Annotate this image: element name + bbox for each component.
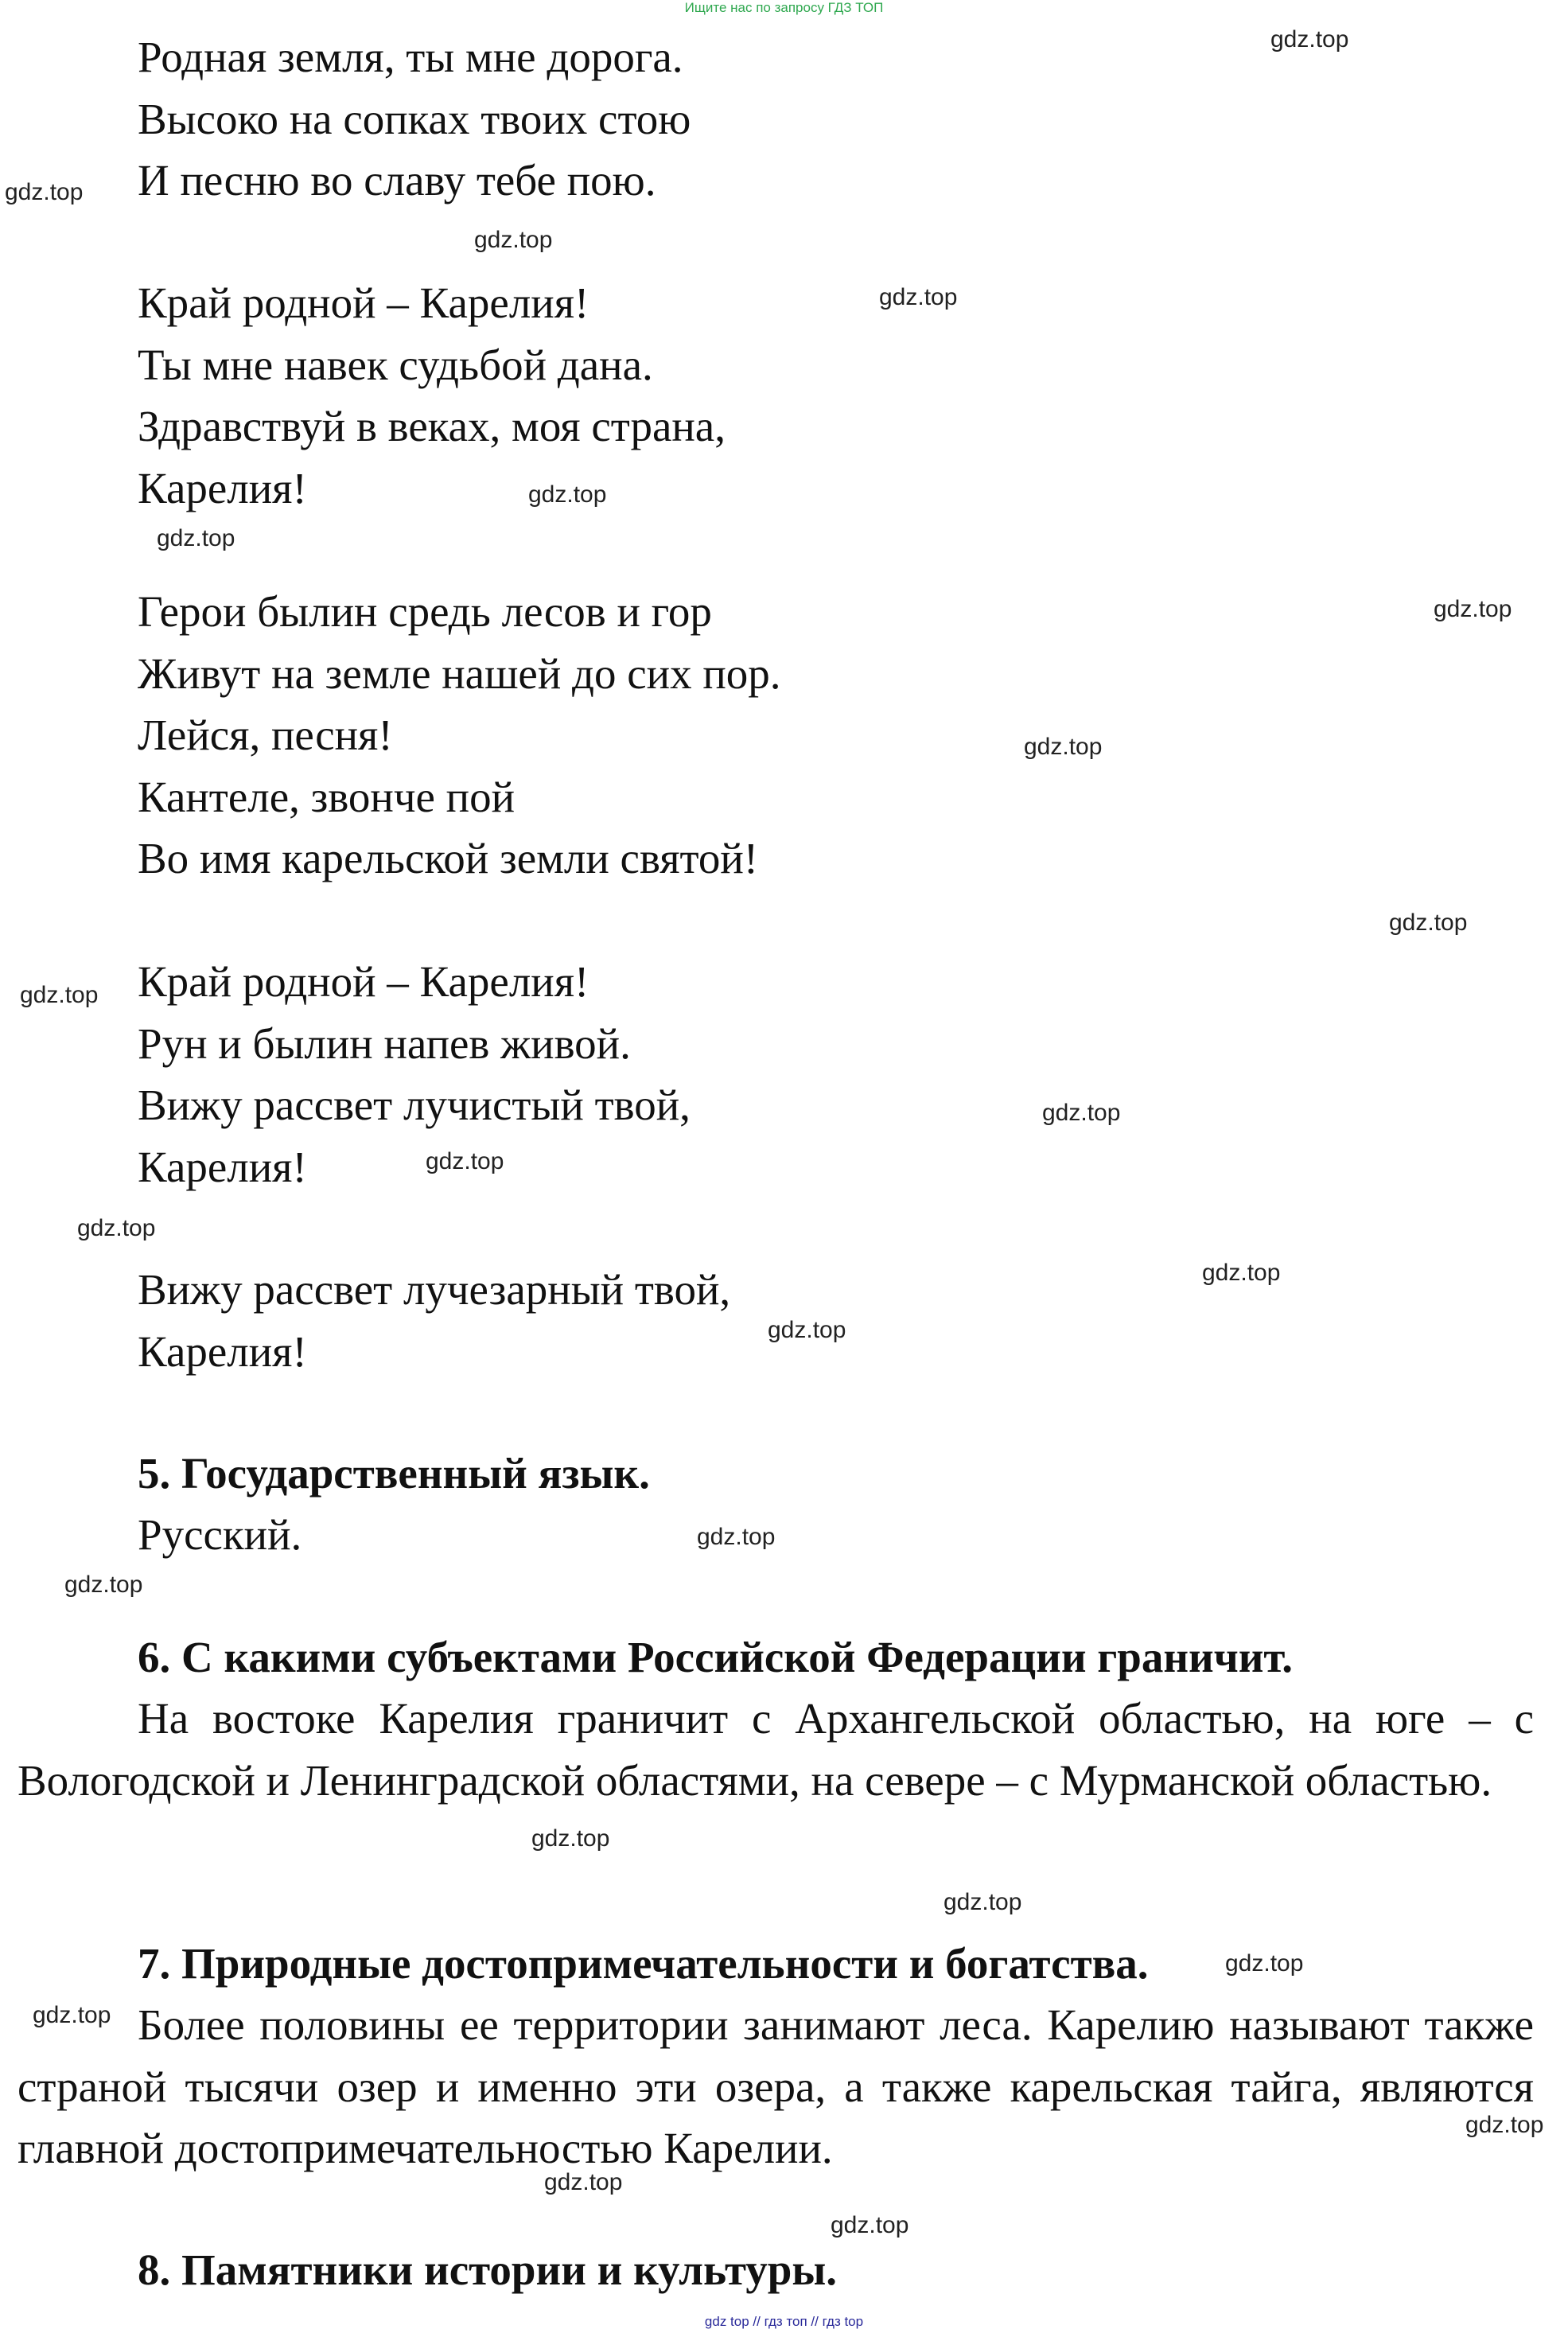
verse-line: Кантеле, звонче пой (138, 772, 516, 821)
verse-line: Край родной – Карелия! (138, 278, 589, 327)
verse-line: Вижу рассвет лучистый твой, (138, 1081, 691, 1129)
stanza-5 (138, 1259, 730, 1382)
section-6-text: На востоке Карелия граничит с Архангельской областью, на юге – с Вологодской и Ленинградской областями, на севере – с Мурманской областью. (18, 1694, 1534, 1805)
watermark: gdz.top (544, 2169, 623, 2195)
watermark: gdz.top (528, 481, 607, 508)
watermark: gdz.top (1270, 26, 1349, 53)
bottom-banner[interactable]: gdz top // гдз топ // гдз top (704, 2314, 864, 2329)
watermark: gdz.top (1434, 596, 1512, 622)
verse-line: Лейся, песня! (138, 711, 393, 759)
verse-line: Вижу рассвет лучезарный твой, (138, 1265, 731, 1314)
stanza-2 (138, 272, 726, 519)
verse-line: Ты мне навек судьбой дана. (138, 340, 653, 389)
watermark: gdz.top (33, 2002, 111, 2028)
watermark: gdz.top (1202, 1260, 1281, 1286)
watermark: gdz.top (1465, 2112, 1544, 2138)
section-5-heading: 5. Государственный язык. (138, 1449, 650, 1498)
stanza-3 (138, 581, 781, 890)
verse-line: Здравствуй в веках, моя страна, (138, 402, 726, 450)
section-7-text: Более половины ее территории занимают леса. Карелию называют также страной тысячи озер и именно эти озера, а также карельская тайга, являются главной достопримечательностью Карелии. (18, 2000, 1534, 2172)
verse-line: Рун и былин напев живой. (138, 1018, 631, 1068)
verse-line: Карелия! (138, 463, 307, 512)
verse-line: И песню во славу тебе пою. (138, 156, 656, 204)
watermark: gdz.top (944, 1889, 1022, 1915)
watermark: gdz.top (77, 1215, 156, 1241)
watermark: gdz.top (1225, 1950, 1304, 1977)
watermark: gdz.top (5, 179, 84, 205)
verse-line: Карелия! (138, 1326, 307, 1376)
section-7-heading: 7. Природные достопримечательности и богатства. (138, 1939, 1149, 1988)
stanza-1 (138, 26, 691, 212)
verse-line: Во имя карельской земли святой! (138, 834, 759, 882)
watermark: gdz.top (1389, 909, 1468, 936)
watermark: gdz.top (64, 1572, 143, 1598)
verse-line: Высоко на сопках твоих стою (138, 94, 691, 143)
watermark: gdz.top (1024, 734, 1103, 760)
section-5-answer: Русский. (138, 1510, 302, 1559)
verse-line: Карелия! (138, 1142, 307, 1191)
watermark: gdz.top (474, 227, 553, 253)
section-8-heading: 8. Памятники истории и культуры. (138, 2245, 838, 2294)
top-banner[interactable]: Ищите нас по запросу ГДЗ ТОП (684, 0, 884, 15)
watermark: gdz.top (426, 1148, 504, 1174)
section-6-heading: 6. С какими субъектами Российской Федерации граничит. (138, 1633, 1294, 1681)
watermark: gdz.top (20, 982, 99, 1008)
stanza-4 (138, 951, 691, 1198)
watermark: gdz.top (157, 525, 235, 551)
watermark: gdz.top (831, 2212, 909, 2238)
watermark: gdz.top (879, 284, 958, 310)
watermark: gdz.top (697, 1524, 776, 1550)
watermark: gdz.top (531, 1825, 610, 1852)
verse-line: Герои былин средь лесов и гор (138, 587, 712, 636)
verse-line: Край родной – Карелия! (138, 957, 589, 1006)
watermark: gdz.top (768, 1317, 846, 1343)
verse-line: Живут на земле нашей до сих пор. (138, 648, 781, 698)
verse-line: Родная земля, ты мне дорога. (138, 33, 683, 81)
watermark: gdz.top (1042, 1100, 1121, 1126)
